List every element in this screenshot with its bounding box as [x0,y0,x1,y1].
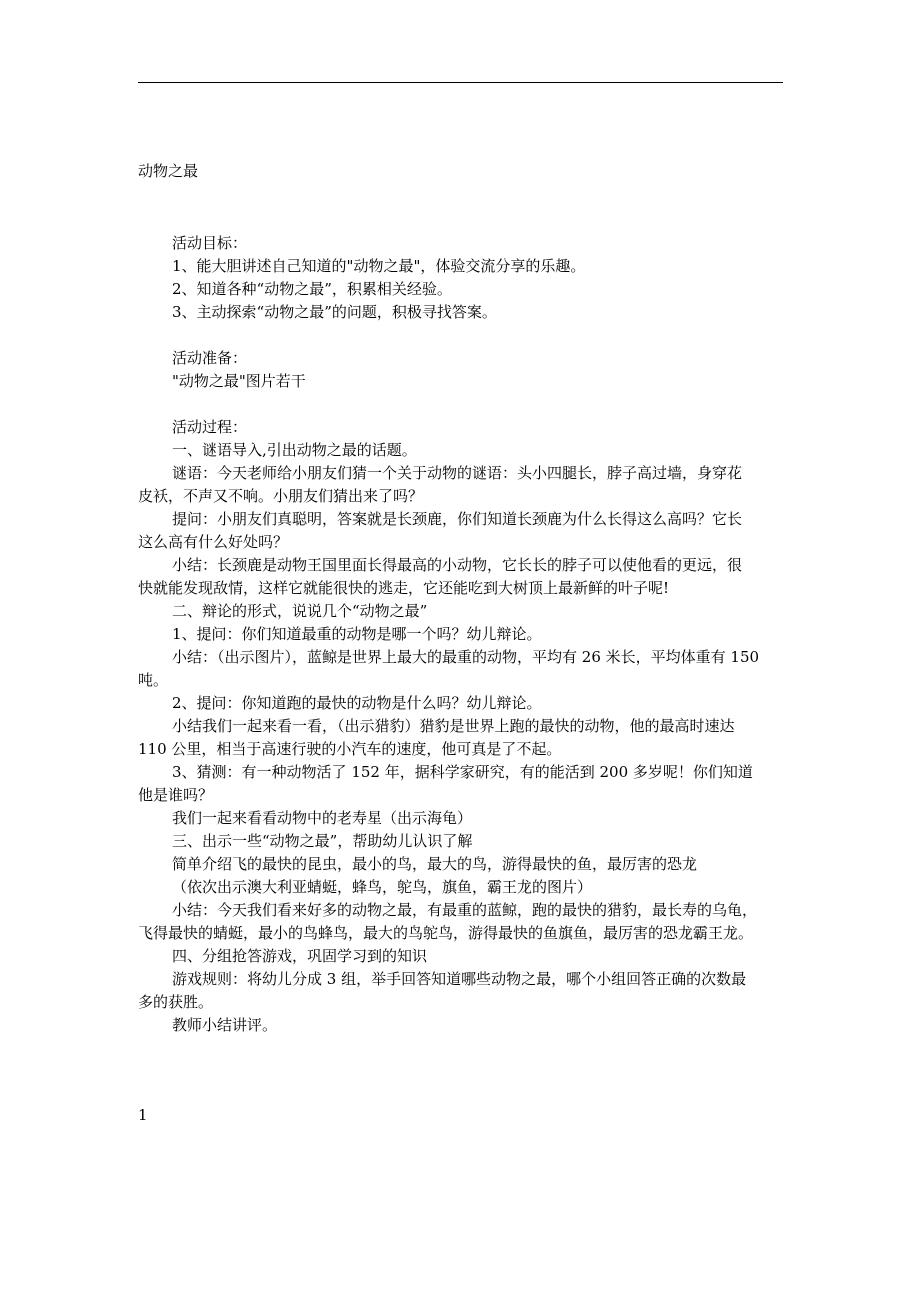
process-line: 小结：（出示图片），蓝鲸是世界上最大的最重的动物，平均有 26 米长，平均体重有 150 [172,648,760,666]
process-line: 快就能发现敌情，这样它就能很快的逃走，它还能吃到大树顶上最新鲜的叶子呢! [138,579,670,597]
process-line: 小结我们一起来看一看，（出示猎豹）猎豹是世界上跑的最快的动物，他的最高时速达 [172,717,735,735]
process-line: 我们一起来看看动物中的老寿星（出示海龟） [172,809,473,827]
goal-item: 3、主动探索“动物之最”的问题，积极寻找答案。 [172,303,497,321]
process-line: 提问：小朋友们真聪明，答案就是长颈鹿，你们知道长颈鹿为什么长得这么高吗？它长 [172,510,743,528]
goals-heading: 活动目标： [172,234,248,252]
preparation-heading: 活动准备： [172,349,248,367]
process-line: 1、提问：你们知道最重的动物是哪一个吗？幼儿辩论。 [172,625,542,643]
process-line: 一、谜语导入,引出动物之最的话题。 [172,441,417,459]
process-line: 小结：长颈鹿是动物王国里面长得最高的小动物，它长长的脖子可以使他看的更远，很 [172,556,743,574]
process-line: 飞得最快的蜻蜓，最小的鸟蜂鸟，最大的鸟鸵鸟，游得最快的鱼旗鱼，最厉害的恐龙霸王龙。 [138,924,754,942]
page-number: 1 [138,1106,148,1124]
process-line: 教师小结讲评。 [172,1016,278,1034]
process-line: 这么高有什么好处吗？ [138,533,289,551]
process-line: 他是谁吗？ [138,786,214,804]
preparation-item: "动物之最"图片若干 [172,372,306,390]
goal-item: 1、能大胆讲述自己知道的"动物之最"，体验交流分享的乐趣。 [172,257,586,275]
process-heading: 活动过程： [172,418,248,436]
process-line: （依次出示澳大利亚蜻蜓，蜂鸟，鸵鸟，旗鱼，霸王龙的图片） [172,878,593,896]
process-line: 二、辩论的形式，说说几个“动物之最” [172,602,428,620]
process-line: 谜语：今天老师给小朋友们猜一个关于动物的谜语：头小四腿长，脖子高过墙，身穿花 [172,464,743,482]
process-line: 四、分组抢答游戏，巩固学习到的知识 [172,947,428,965]
process-line: 皮袄，不声又不响。小朋友们猜出来了吗？ [138,487,424,505]
process-line: 游戏规则：将幼儿分成 3 组，举手回答知道哪些动物之最，哪个小组回答正确的次数最 [172,970,747,988]
process-line: 2、提问：你知道跑的最快的动物是什么吗？幼儿辩论。 [172,694,542,712]
process-line: 3、猜测：有一种动物活了 152 年，据科学家研究，有的能活到 200 多岁呢！你们知道 [172,763,753,781]
section-gap [138,324,783,347]
header-rule [138,82,783,83]
process-line: 小结：今天我们看来好多的动物之最，有最重的蓝鲸，跑的最快的猎豹，最长寿的乌龟， [172,901,758,919]
goal-item: 2、知道各种“动物之最”，积累相关经验。 [172,280,452,298]
process-line: 多的获胜。 [138,993,214,1011]
process-line: 110 公里，相当于高速行驶的小汽车的速度，他可真是了不起。 [138,740,562,758]
document-body [138,232,783,1037]
document-title: 动物之最 [138,162,199,180]
process-line: 吨。 [138,671,169,689]
section-gap [138,393,783,416]
process-line: 三、出示一些“动物之最”，帮助幼儿认识了解 [172,832,473,850]
process-line: 简单介绍飞的最快的昆虫，最小的鸟，最大的鸟，游得最快的鱼，最厉害的恐龙 [172,855,698,873]
